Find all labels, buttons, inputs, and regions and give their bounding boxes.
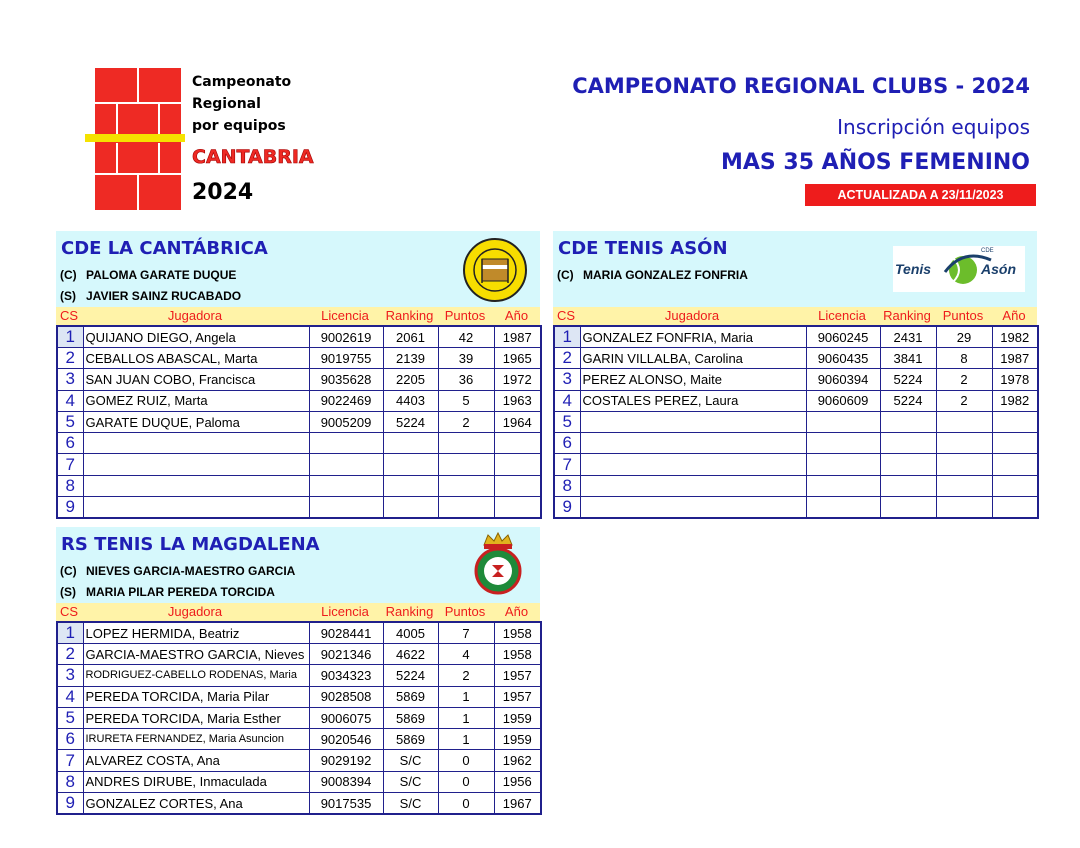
cell-puntos: 1 — [438, 729, 494, 750]
cell-jugadora: PEREZ ALONSO, Maite — [580, 369, 806, 390]
cell-puntos: 36 — [438, 369, 494, 390]
cell-anio: 1959 — [494, 707, 541, 728]
column-header — [56, 603, 540, 621]
substitute-line — [60, 585, 275, 599]
campeonato-logo — [95, 68, 335, 210]
cell-cs: 6 — [57, 729, 83, 750]
cell-cs: 2 — [554, 348, 580, 369]
cell-ranking — [383, 454, 438, 475]
cell-puntos: 2 — [936, 390, 992, 411]
cell-puntos: 0 — [438, 750, 494, 771]
cell-licencia: 9028508 — [309, 686, 383, 707]
cell-jugadora — [580, 433, 806, 454]
cell-cs: 1 — [57, 326, 83, 348]
table-row — [554, 497, 1038, 519]
cell-puntos: 4 — [438, 644, 494, 665]
col-jugadora: Jugadora — [167, 308, 223, 323]
cell-licencia: 9035628 — [309, 369, 383, 390]
table-row — [57, 411, 541, 432]
table-row — [57, 750, 541, 771]
cell-anio: 1962 — [494, 750, 541, 771]
cell-licencia: 9019755 — [309, 348, 383, 369]
cell-cs: 9 — [554, 497, 580, 519]
cell-licencia: 9034323 — [309, 665, 383, 686]
cell-cs: 4 — [57, 686, 83, 707]
club-badge-icon — [460, 237, 530, 303]
col-licencia: Licencia — [818, 308, 866, 323]
logo-line-5: 2024 — [192, 180, 254, 205]
cell-ranking: 5869 — [383, 686, 438, 707]
club-block-la-cantabrica — [56, 231, 540, 519]
cell-puntos: 1 — [438, 686, 494, 707]
cell-licencia: 9028441 — [309, 622, 383, 644]
col-ranking: Ranking — [385, 308, 434, 323]
captain-name: MARIA GONZALEZ FONFRIA — [583, 268, 748, 282]
col-anio: Año — [504, 604, 529, 619]
logo-line-1: Campeonato — [192, 74, 292, 90]
cell-licencia: 9008394 — [309, 771, 383, 792]
cell-licencia: 9021346 — [309, 644, 383, 665]
cell-jugadora: GONZALEZ CORTES, Ana — [83, 793, 309, 815]
cell-puntos — [936, 475, 992, 496]
captain-line — [60, 564, 295, 578]
cell-anio — [494, 497, 541, 519]
cell-puntos — [438, 475, 494, 496]
cell-jugadora — [580, 411, 806, 432]
tenis-ason-logo-icon — [893, 246, 1025, 292]
cell-jugadora: LOPEZ HERMIDA, Beatriz — [83, 622, 309, 644]
cell-puntos — [936, 433, 992, 454]
crown-crest-icon — [470, 531, 526, 597]
table-row — [554, 326, 1038, 348]
cell-licencia: 9017535 — [309, 793, 383, 815]
table-row — [57, 793, 541, 815]
cell-cs: 3 — [554, 369, 580, 390]
cell-anio: 1967 — [494, 793, 541, 815]
roster-table — [553, 325, 1039, 519]
roster-table — [56, 621, 542, 815]
cell-licencia — [806, 475, 880, 496]
cell-cs: 7 — [57, 454, 83, 475]
page-title: CAMPEONATO REGIONAL CLUBS - 2024 — [572, 74, 1030, 98]
cell-puntos: 0 — [438, 793, 494, 815]
cell-cs: 2 — [57, 644, 83, 665]
cell-ranking: 3841 — [880, 348, 936, 369]
col-ranking: Ranking — [883, 308, 931, 323]
cell-licencia — [309, 475, 383, 496]
roster-table — [56, 325, 542, 519]
cell-anio: 1972 — [494, 369, 541, 390]
logo-text-ason: Asón — [981, 261, 1016, 277]
cell-ranking: 2431 — [880, 326, 936, 348]
cell-licencia: 9060245 — [806, 326, 880, 348]
logo-line-2: Regional — [192, 96, 261, 112]
cell-ranking: S/C — [383, 793, 438, 815]
cell-cs: 8 — [57, 475, 83, 496]
cell-ranking — [880, 411, 936, 432]
cell-jugadora: GARATE DUQUE, Paloma — [83, 411, 309, 432]
cell-anio — [992, 411, 1038, 432]
cell-licencia: 9006075 — [309, 707, 383, 728]
logo-line-3: por equipos — [192, 118, 286, 134]
table-row — [57, 369, 541, 390]
cell-cs: 9 — [57, 793, 83, 815]
cell-ranking: 5869 — [383, 707, 438, 728]
cell-jugadora — [580, 475, 806, 496]
cell-ranking: 5224 — [880, 369, 936, 390]
captain-tag: (C) — [60, 564, 77, 578]
cell-puntos: 1 — [438, 707, 494, 728]
cell-anio: 1956 — [494, 771, 541, 792]
table-row — [554, 411, 1038, 432]
cell-ranking — [383, 475, 438, 496]
cell-ranking: 5224 — [880, 390, 936, 411]
cell-ranking — [880, 475, 936, 496]
table-row — [57, 326, 541, 348]
col-cs: CS — [556, 308, 576, 323]
col-puntos: Puntos — [444, 308, 486, 323]
cell-ranking: 2205 — [383, 369, 438, 390]
page-subtitle: Inscripción equipos — [837, 115, 1030, 139]
table-row — [554, 475, 1038, 496]
cell-ranking: 5224 — [383, 411, 438, 432]
cell-licencia: 9002619 — [309, 326, 383, 348]
cell-puntos — [438, 497, 494, 519]
cell-cs: 1 — [57, 622, 83, 644]
club-block-tenis-ason — [553, 231, 1037, 519]
club-header — [56, 231, 540, 307]
cell-jugadora: GARIN VILLALBA, Carolina — [580, 348, 806, 369]
col-cs: CS — [59, 308, 79, 323]
cell-ranking: 5869 — [383, 729, 438, 750]
cell-puntos — [438, 433, 494, 454]
cell-licencia — [806, 497, 880, 519]
category-title: MAS 35 AÑOS FEMENINO — [720, 150, 1030, 175]
table-row — [57, 665, 541, 686]
cell-anio: 1958 — [494, 644, 541, 665]
cell-ranking: S/C — [383, 771, 438, 792]
cell-ranking: S/C — [383, 750, 438, 771]
substitute-tag: (S) — [60, 289, 76, 303]
table-row — [57, 390, 541, 411]
cell-cs: 6 — [554, 433, 580, 454]
cell-anio: 1957 — [494, 686, 541, 707]
cell-anio: 1982 — [992, 326, 1038, 348]
cell-jugadora: ALVAREZ COSTA, Ana — [83, 750, 309, 771]
cell-licencia — [309, 497, 383, 519]
club-name: CDE TENIS ASÓN — [558, 238, 728, 259]
cell-cs: 5 — [57, 411, 83, 432]
cell-anio: 1963 — [494, 390, 541, 411]
logo-text-cde: CDE — [981, 248, 994, 254]
cell-ranking: 4005 — [383, 622, 438, 644]
cell-puntos: 39 — [438, 348, 494, 369]
cell-anio: 1964 — [494, 411, 541, 432]
club-name: CDE LA CANTÁBRICA — [61, 238, 268, 259]
cell-jugadora: CEBALLOS ABASCAL, Marta — [83, 348, 309, 369]
cell-jugadora: ANDRES DIRUBE, Inmaculada — [83, 771, 309, 792]
col-anio: Año — [1002, 308, 1026, 323]
cell-anio — [992, 475, 1038, 496]
cell-licencia: 9060394 — [806, 369, 880, 390]
col-licencia: Licencia — [321, 604, 369, 619]
cell-cs: 4 — [57, 390, 83, 411]
cell-cs: 7 — [554, 454, 580, 475]
cell-ranking — [383, 433, 438, 454]
cell-jugadora: GONZALEZ FONFRIA, Maria — [580, 326, 806, 348]
cell-licencia: 9022469 — [309, 390, 383, 411]
cell-jugadora: GOMEZ RUIZ, Marta — [83, 390, 309, 411]
cell-licencia: 9060609 — [806, 390, 880, 411]
cell-ranking — [880, 497, 936, 519]
table-row — [554, 390, 1038, 411]
cell-anio: 1978 — [992, 369, 1038, 390]
cell-jugadora: PEREDA TORCIDA, Maria Pilar — [83, 686, 309, 707]
table-row — [554, 433, 1038, 454]
table-row — [57, 686, 541, 707]
captain-name: NIEVES GARCIA-MAESTRO GARCIA — [86, 564, 296, 578]
cell-cs: 4 — [554, 390, 580, 411]
cell-anio: 1959 — [494, 729, 541, 750]
cell-jugadora: RODRIGUEZ-CABELLO RODENAS, Maria — [83, 665, 309, 686]
table-row — [554, 454, 1038, 475]
cell-cs: 1 — [554, 326, 580, 348]
col-ranking: Ranking — [385, 604, 434, 619]
cell-cs: 5 — [57, 707, 83, 728]
cell-puntos: 0 — [438, 771, 494, 792]
cell-anio: 1958 — [494, 622, 541, 644]
cell-licencia: 9005209 — [309, 411, 383, 432]
cell-jugadora — [580, 454, 806, 475]
col-puntos: Puntos — [942, 308, 984, 323]
cell-jugadora — [83, 454, 309, 475]
cell-puntos: 2 — [438, 411, 494, 432]
cell-cs: 8 — [554, 475, 580, 496]
cell-puntos — [438, 454, 494, 475]
cell-ranking — [880, 433, 936, 454]
cell-cs: 6 — [57, 433, 83, 454]
cell-anio: 1987 — [992, 348, 1038, 369]
cell-licencia: 9029192 — [309, 750, 383, 771]
cell-anio — [494, 475, 541, 496]
cell-anio: 1957 — [494, 665, 541, 686]
captain-name: PALOMA GARATE DUQUE — [86, 268, 237, 282]
cell-anio — [992, 497, 1038, 519]
cell-puntos: 2 — [438, 665, 494, 686]
cell-puntos — [936, 497, 992, 519]
column-header — [553, 307, 1037, 325]
cell-cs: 8 — [57, 771, 83, 792]
cell-anio: 1982 — [992, 390, 1038, 411]
cell-puntos: 5 — [438, 390, 494, 411]
cell-licencia — [806, 411, 880, 432]
cell-ranking: 2139 — [383, 348, 438, 369]
cell-licencia — [806, 454, 880, 475]
cell-licencia — [309, 454, 383, 475]
cell-licencia — [806, 433, 880, 454]
cell-jugadora: PEREDA TORCIDA, Maria Esther — [83, 707, 309, 728]
table-row — [57, 475, 541, 496]
logo-yellow-stripe — [85, 134, 185, 142]
cell-cs: 9 — [57, 497, 83, 519]
cell-anio — [494, 433, 541, 454]
cell-jugadora — [83, 497, 309, 519]
cell-licencia: 9060435 — [806, 348, 880, 369]
cell-ranking — [880, 454, 936, 475]
cell-anio: 1987 — [494, 326, 541, 348]
cell-cs: 3 — [57, 369, 83, 390]
col-anio: Año — [504, 308, 529, 323]
table-row — [57, 497, 541, 519]
cell-puntos: 29 — [936, 326, 992, 348]
table-row — [57, 454, 541, 475]
substitute-tag: (S) — [60, 585, 76, 599]
col-cs: CS — [59, 604, 79, 619]
cell-jugadora: GARCIA-MAESTRO GARCIA, Nieves — [83, 644, 309, 665]
cell-jugadora: SAN JUAN COBO, Francisca — [83, 369, 309, 390]
cell-ranking: 2061 — [383, 326, 438, 348]
table-row — [57, 707, 541, 728]
col-jugadora: Jugadora — [167, 604, 223, 619]
cell-cs: 2 — [57, 348, 83, 369]
cell-ranking — [383, 497, 438, 519]
cell-ranking: 4622 — [383, 644, 438, 665]
table-row — [554, 369, 1038, 390]
table-row — [554, 348, 1038, 369]
cell-anio — [992, 454, 1038, 475]
cell-puntos: 8 — [936, 348, 992, 369]
table-row — [57, 622, 541, 644]
cell-licencia: 9020546 — [309, 729, 383, 750]
captain-tag: (C) — [557, 268, 574, 282]
updated-badge: ACTUALIZADA A 23/11/2023 — [805, 184, 1036, 206]
club-header — [553, 231, 1037, 307]
cell-puntos — [936, 454, 992, 475]
cell-cs: 7 — [57, 750, 83, 771]
cell-puntos — [936, 411, 992, 432]
cell-anio: 1965 — [494, 348, 541, 369]
cell-puntos: 2 — [936, 369, 992, 390]
table-row — [57, 644, 541, 665]
cell-puntos: 7 — [438, 622, 494, 644]
table-row — [57, 771, 541, 792]
club-name: RS TENIS LA MAGDALENA — [61, 534, 320, 555]
substitute-name: JAVIER SAINZ RUCABADO — [86, 289, 242, 303]
cell-puntos: 42 — [438, 326, 494, 348]
cell-jugadora — [83, 433, 309, 454]
cell-jugadora — [83, 475, 309, 496]
cell-anio — [494, 454, 541, 475]
cell-ranking: 5224 — [383, 665, 438, 686]
logo-text-tenis: Tenis — [895, 261, 932, 277]
cell-anio — [992, 433, 1038, 454]
cell-jugadora: COSTALES PEREZ, Laura — [580, 390, 806, 411]
cell-jugadora: QUIJANO DIEGO, Angela — [83, 326, 309, 348]
club-header — [56, 527, 540, 603]
table-row — [57, 433, 541, 454]
cell-licencia — [309, 433, 383, 454]
substitute-line — [60, 289, 241, 303]
cell-cs: 3 — [57, 665, 83, 686]
logo-line-4: CANTABRIA — [192, 146, 314, 168]
cell-jugadora — [580, 497, 806, 519]
captain-line — [557, 268, 748, 282]
captain-line — [60, 268, 236, 282]
cell-jugadora: IRURETA FERNANDEZ, Maria Asuncion — [83, 729, 309, 750]
col-licencia: Licencia — [321, 308, 369, 323]
cell-cs: 5 — [554, 411, 580, 432]
column-header — [56, 307, 540, 325]
club-block-la-magdalena — [56, 527, 540, 815]
col-puntos: Puntos — [444, 604, 486, 619]
substitute-name: MARIA PILAR PEREDA TORCIDA — [86, 585, 275, 599]
cell-ranking: 4403 — [383, 390, 438, 411]
col-jugadora: Jugadora — [664, 308, 720, 323]
table-row — [57, 729, 541, 750]
captain-tag: (C) — [60, 268, 77, 282]
table-row — [57, 348, 541, 369]
